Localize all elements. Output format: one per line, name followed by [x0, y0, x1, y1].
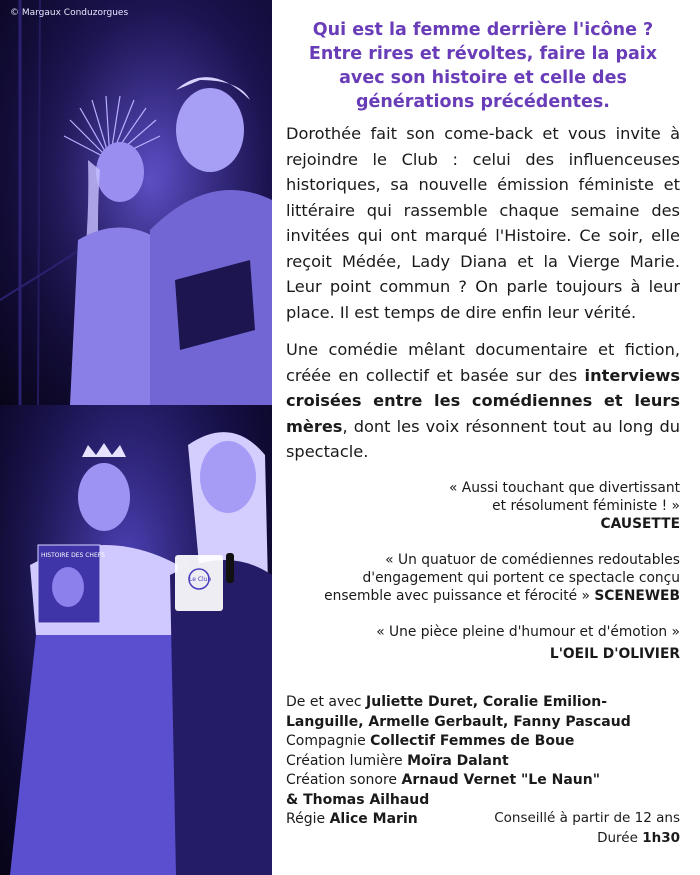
credit-value: Juliette Duret, Coralie Emilion- — [366, 694, 608, 710]
quote-source: CAUSETTE — [600, 515, 680, 532]
credit-cast — [286, 693, 680, 713]
credit-label: Création lumière — [286, 752, 408, 769]
credit-light — [286, 752, 680, 772]
credit-label: Régie — [286, 811, 330, 827]
credit-value: Collectif Femmes de Boue — [370, 733, 575, 749]
press-quote-causette — [286, 479, 680, 533]
heading — [286, 18, 680, 114]
credit-value: Arnaud Vernet "Le Naun" — [401, 772, 600, 788]
credit-label: Compagnie — [286, 733, 371, 749]
duration-label: Durée — [597, 829, 643, 846]
quote-source: SCENEWEB — [594, 587, 680, 604]
heading-line: générations précédentes. — [356, 92, 610, 112]
stage-photo-bottom — [0, 405, 272, 875]
synopsis-paragraph: Dorothée fait son come-back et vous invite à rejoindre le Club : celui des influenceuses historiques, sa nouvelle émission féministe et littéraire qui rassemble chaque semaine des invitées qui ont marqué l'Histoire. Ce soir, elle reçoit Médée, Lady Diana et la Vierge Marie. Leur point commun ? On parle toujours à leur place. Il est temps de dire enfin leur vérité. — [286, 124, 680, 322]
credit-company — [286, 732, 680, 752]
credit-label: De et avec — [286, 694, 367, 710]
quote-line: ensemble avec puissance et férocité » — [324, 587, 590, 604]
credit-sound — [286, 771, 680, 791]
photo-credit: © Margaux Conduzorgues — [10, 8, 129, 18]
audience-info — [488, 809, 680, 848]
quote-line: « Une pièce pleine d'humour et d'émotion » — [376, 623, 680, 640]
quote-line-with-source — [286, 587, 680, 605]
stage-photo-top-illustration — [0, 0, 272, 405]
credit-value: Languille, Armelle Gerbault, Fanny Pascaud — [286, 713, 631, 730]
quote-line: « Un quatuor de comédiennes redoutables — [385, 551, 680, 568]
quote-source: L'OEIL D'OLIVIER — [549, 645, 680, 662]
quote-line: et résolument féministe ! » — [492, 497, 680, 514]
quote-line: d'engagement qui portent ce spectacle conçu — [362, 569, 680, 586]
credit-label: Création sonore — [286, 772, 402, 788]
heading-line: avec son histoire et celle des — [339, 68, 627, 88]
age-recommendation: Conseillé à partir de 12 ans — [494, 810, 680, 826]
stage-photo-bottom-illustration — [0, 405, 272, 875]
credit-value: Alice Marin — [329, 811, 418, 827]
book-cover-text: HISTOIRE DES CHEFS — [41, 552, 105, 559]
credit-value: Moïra Dalant — [407, 752, 509, 769]
concept-text-start: Une comédie mêlant documentaire et fiction, créée en collectif et basée sur des — [286, 340, 680, 385]
credit-sound-cont — [286, 791, 680, 811]
duration — [488, 829, 680, 849]
photo-column — [0, 0, 272, 875]
credit-value: & Thomas Ailhaud — [286, 791, 430, 808]
press-quote-oeil-olivier — [286, 623, 680, 663]
card-text: Le Club — [189, 576, 212, 583]
stage-photo-top — [0, 0, 272, 405]
heading-line: Entre rires et révoltes, faire la paix — [308, 44, 658, 64]
text-column — [286, 18, 680, 663]
concept-text-end: , dont les voix résonnent tout au long du spectacle. — [286, 416, 680, 461]
quote-line: « Aussi touchant que divertissant — [448, 479, 680, 496]
heading-line: Qui est la femme derrière l'icône ? — [312, 20, 654, 40]
press-quote-sceneweb — [286, 551, 680, 605]
concept-text-bold: interviews croisées entre les comédiennes et leurs mères — [286, 365, 680, 436]
duration-value: 1h30 — [642, 829, 680, 846]
concept-paragraph — [286, 337, 680, 465]
credit-cast-cont — [286, 713, 680, 733]
